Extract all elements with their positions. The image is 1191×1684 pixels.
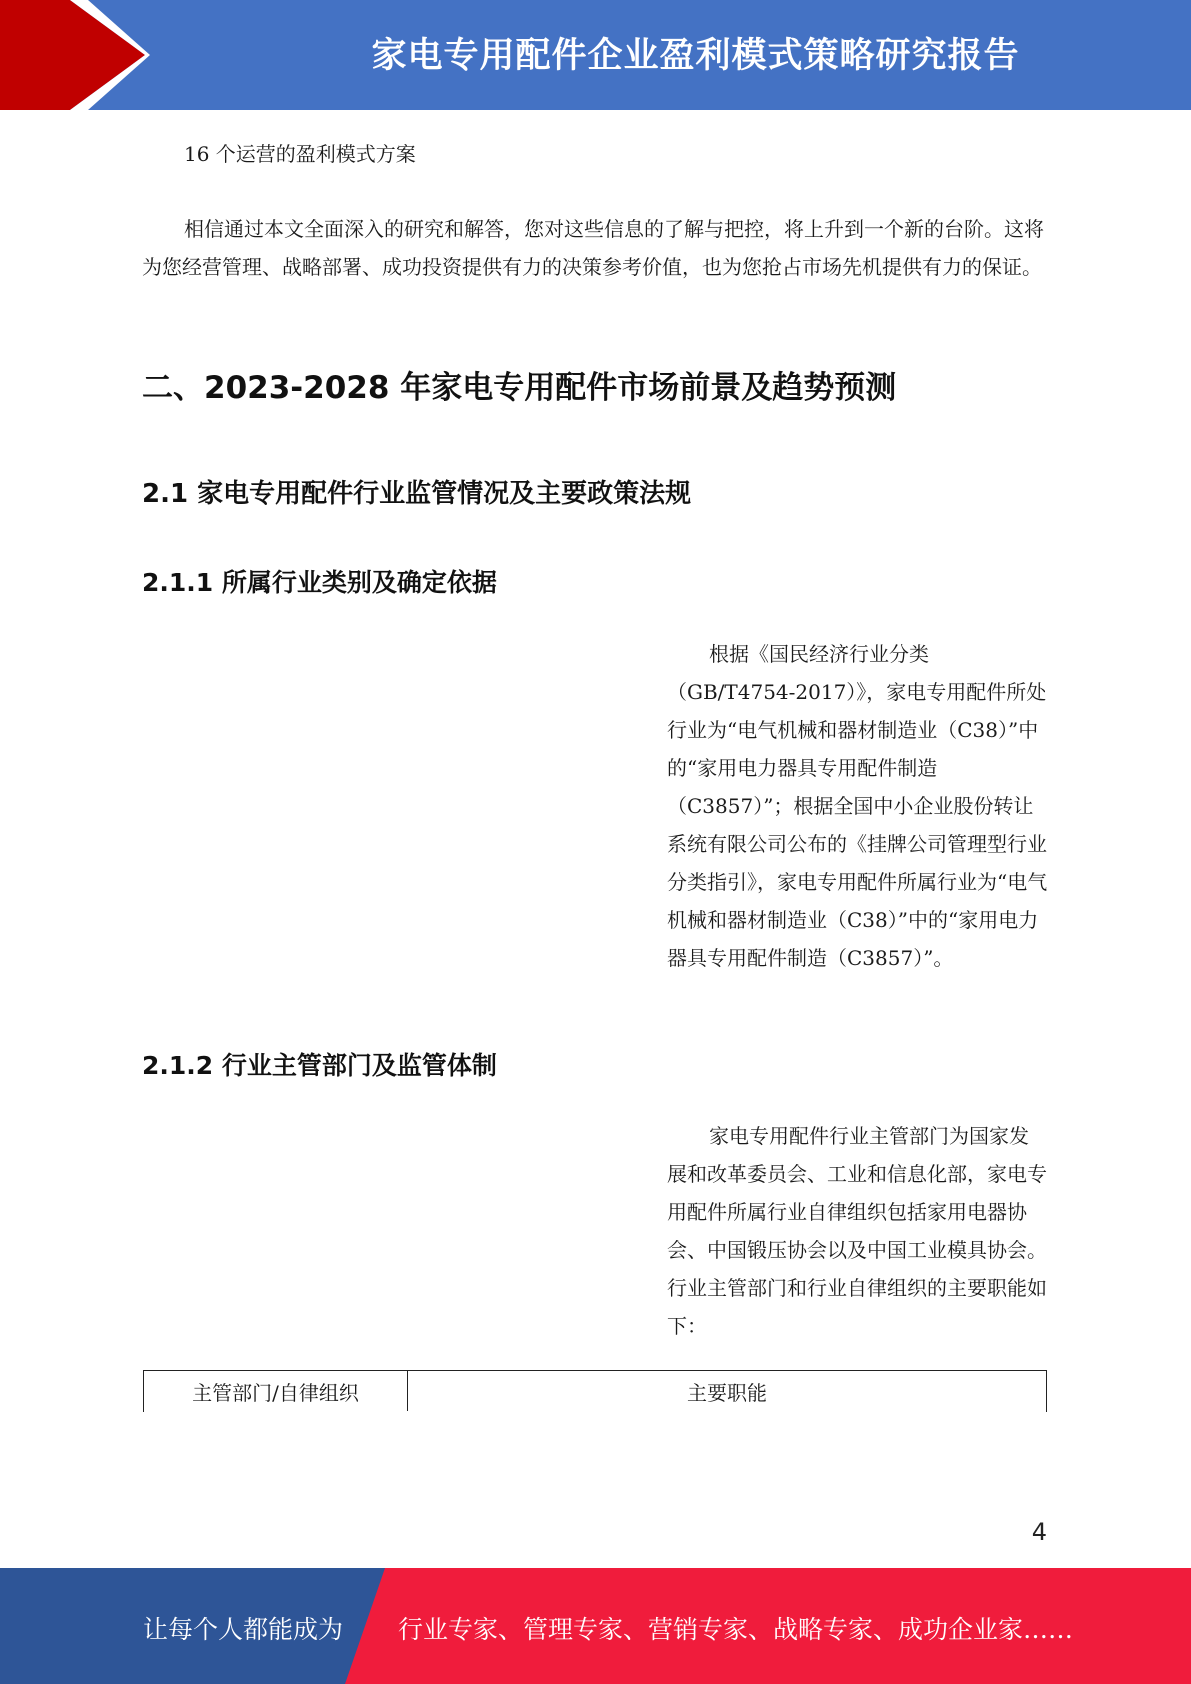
table-header-authority: 主管部门/自律组织 xyxy=(144,1371,408,1411)
section-heading: 二、2023-2028 年家电专用配件市场前景及趋势预测 xyxy=(142,370,897,406)
table-header-functions: 主要职能 xyxy=(687,1380,767,1405)
authority-table xyxy=(143,1370,1047,1412)
subsubsection-heading-industry-category: 2.1.1 所属行业类别及确定依据 xyxy=(142,568,497,597)
subsubsection-heading-regulation: 2.1.2 行业主管部门及监管体制 xyxy=(142,1051,497,1080)
industry-category-paragraph: 根据《国民经济行业分类（GB/T4754-2017）》，家电专用配件所处行业为“电气机械和器材制造业（C38）”中的“家用电力器具专用配件制造（C3857）”；根据全国中小企业股份转让系统有限公司公布的《挂牌公司管理型行业分类指引》，家电专用配件所属行业为“电气机械和器材制造业（C38）”中的“家用电力器具专用配件制造（C3857）”。 xyxy=(667,642,1048,970)
page-number: 4 xyxy=(1031,1518,1047,1546)
footer-slogan-left: 让每个人都能成为 xyxy=(143,1615,344,1644)
report-title: 家电专用配件企业盈利模式策略研究报告 xyxy=(371,36,1020,76)
header-banner xyxy=(0,0,1191,110)
footer-slogan-right: 行业专家、管理专家、营销专家、战略专家、成功企业家…… xyxy=(398,1615,1074,1644)
intro-paragraph: 相信通过本文全面深入的研究和解答，您对这些信息的了解与把控，将上升到一个新的台阶。这将为您经营管理、战略部署、成功投资提供有力的决策参考价值，也为您抢占市场先机提供有力的保证。 xyxy=(142,217,1044,279)
intro-line: 16 个运营的盈利模式方案 xyxy=(184,142,416,166)
header-arrow-graphic xyxy=(0,0,200,110)
footer-banner xyxy=(0,1568,1191,1684)
subsection-heading: 2.1 家电专用配件行业监管情况及主要政策法规 xyxy=(142,479,692,509)
regulation-paragraph: 家电专用配件行业主管部门为国家发展和改革委员会、工业和信息化部，家电专用配件所属行业自律组织包括家用电器协会、中国锻压协会以及中国工业模具协会。行业主管部门和行业自律组织的主要职能如下： xyxy=(667,1124,1047,1338)
